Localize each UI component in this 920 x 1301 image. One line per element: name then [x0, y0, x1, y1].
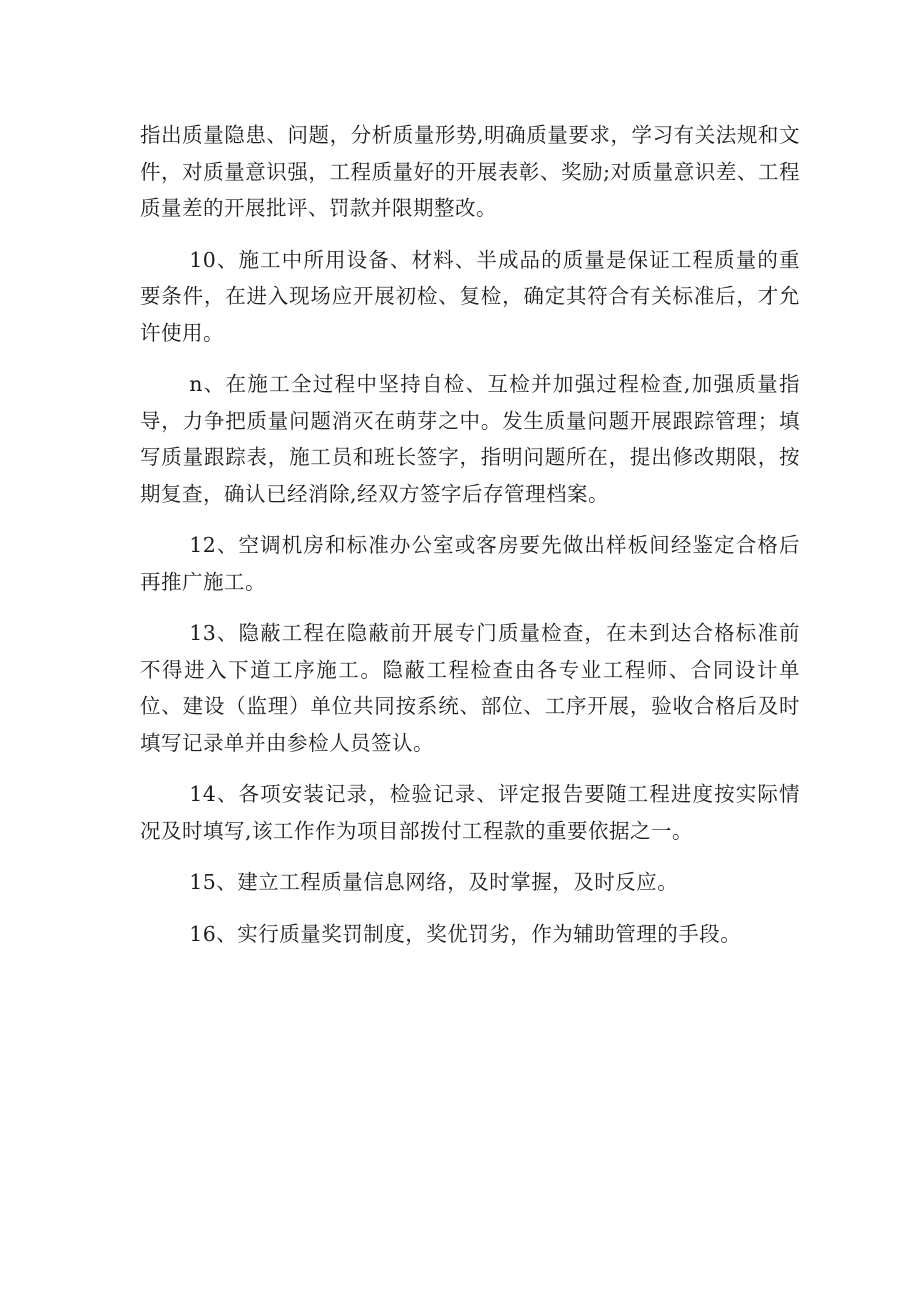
- paragraph-item-16: 16、实行质量奖罚制度，奖优罚劣，作为辅助管理的手段。: [189, 921, 742, 946]
- paragraph-item-15: 15、建立工程质量信息网络，及时掌握，及时反应。: [189, 870, 679, 894]
- paragraph-item-10: 10、施工中所用设备、材料、半成品的质量是保证工程质量的重要条件，在进入现场应开展初检、复检，确定其符合有关标准后，才允许使用。: [140, 247, 800, 345]
- paragraph-item-14: 14、各项安装记录，检验记录、评定报告要随工程进度按实际情况及时填写,该工作作为项目部拨付工程款的重要依据之一。: [140, 782, 800, 843]
- paragraph-item-11: n、在施工全过程中坚持自检、互检并加强过程检查,加强质量指导，力争把质量问题消灭在萌芽之中。发生质量问题开展跟踪管理；填写质量跟踪表，施工员和班长签字，指明问题所在，提出修改期限，按期复查，确认已经消除,经双方签字后存管理档案。: [140, 372, 800, 506]
- paragraph-item-13: 13、隐蔽工程在隐蔽前开展专门质量检查，在未到达合格标准前不得进入下道工序施工。隐蔽工程检查由各专业工程师、合同设计单位、建设（监理）单位共同按系统、部位、工序开展，验收合格后及时填写记录单并由参检人员签认。: [140, 621, 800, 755]
- paragraph-item-12: 12、空调机房和标准办公室或客房要先做出样板间经鉴定合格后再推广施工。: [140, 533, 800, 594]
- paragraph-continuation: 指出质量隐患、问题，分析质量形势,明确质量要求，学习有关法规和文件，对质量意识强，工程质量好的开展表彰、奖励;对质量意识差、工程质量差的开展批评、罚款并限期整改。: [140, 123, 800, 220]
- document-body: [140, 117, 800, 952]
